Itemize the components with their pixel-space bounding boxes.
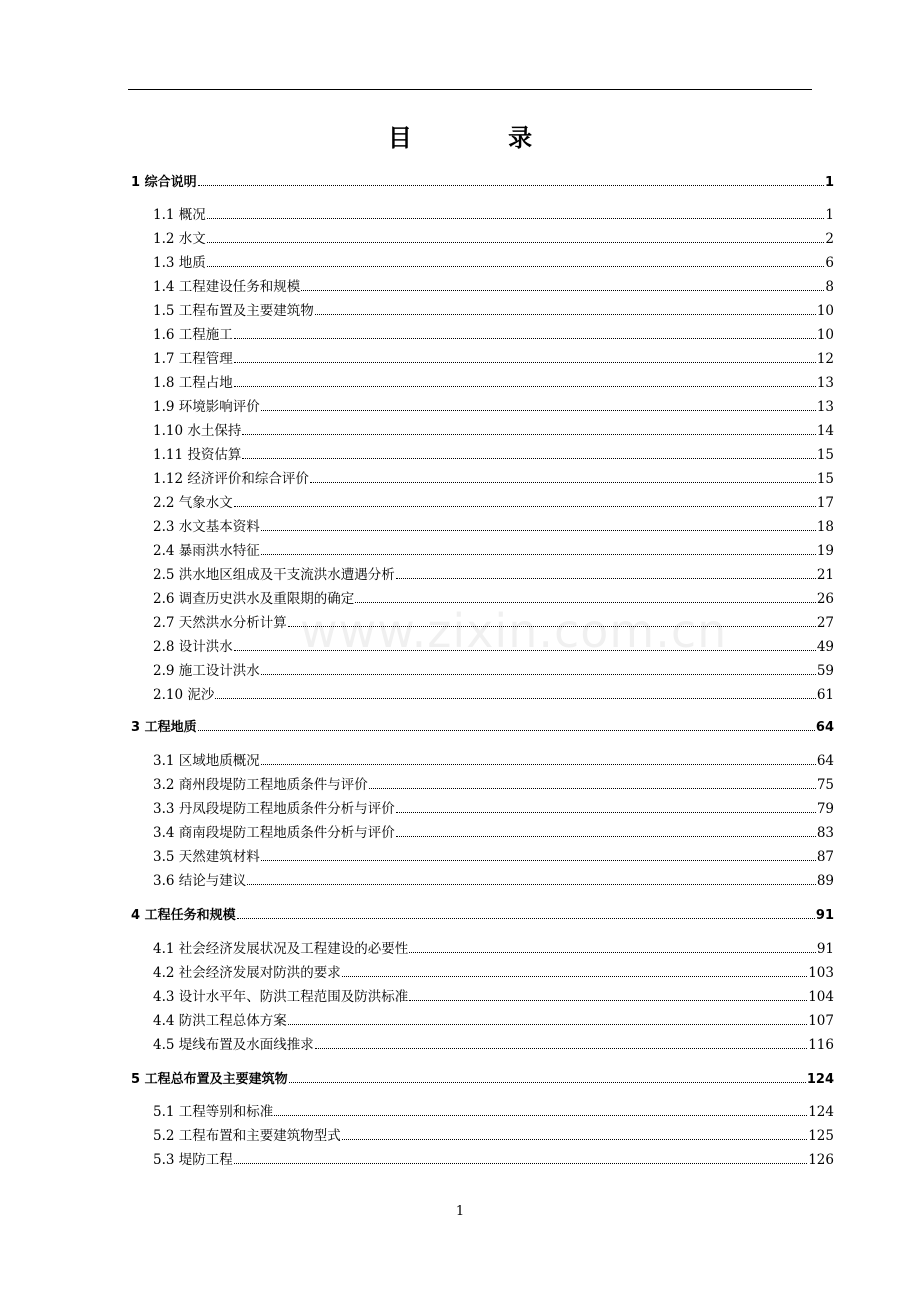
- toc-entry-label: 1.7 工程管理: [153, 351, 233, 367]
- toc-entry-page: 27: [816, 615, 834, 631]
- toc-entry-label: 3.4 商南段堤防工程地质条件分析与评价: [153, 825, 395, 841]
- toc-chapter-entry[interactable]: [131, 171, 834, 189]
- toc-entry-label: 3.6 结论与建议: [153, 873, 247, 889]
- toc-entry-page: 89: [816, 873, 834, 889]
- toc-entry-label: 1.4 工程建设任务和规模: [153, 279, 301, 295]
- toc-entry-label: 2.2 气象水文: [153, 495, 233, 511]
- toc-section-entry[interactable]: [153, 986, 834, 1004]
- toc-chapter-entry[interactable]: [131, 716, 834, 734]
- toc-entry-label: 1.9 环境影响评价: [153, 399, 260, 415]
- toc-section-entry[interactable]: [153, 684, 834, 702]
- toc-section-entry[interactable]: [153, 870, 834, 888]
- toc-dot-leader: [242, 420, 815, 435]
- toc-entry-label: 4.3 设计水平年、防洪工程范围及防洪标准: [153, 989, 409, 1005]
- toc-entry-page: 13: [816, 375, 834, 391]
- toc-entry-page: 107: [808, 1013, 834, 1029]
- toc-entry-page: 8: [825, 279, 834, 295]
- toc-section-entry[interactable]: [153, 822, 834, 840]
- toc-section-entry[interactable]: [153, 420, 834, 438]
- toc-dot-leader: [234, 372, 816, 387]
- toc-dot-leader: [207, 252, 825, 267]
- toc-section-entry[interactable]: [153, 228, 834, 246]
- toc-dot-leader: [396, 822, 816, 837]
- toc-dot-leader: [409, 938, 816, 953]
- toc-section-entry[interactable]: [153, 1010, 834, 1028]
- toc-entry-page: 17: [816, 495, 834, 511]
- toc-entry-label: 5.3 堤防工程: [153, 1152, 233, 1168]
- toc-entry-label: 3.3 丹凤段堤防工程地质条件分析与评价: [153, 801, 395, 817]
- toc-dot-leader: [261, 516, 816, 531]
- toc-section-entry[interactable]: [153, 750, 834, 768]
- toc-entry-page: 26: [816, 591, 834, 607]
- toc-entry-page: 18: [816, 519, 834, 535]
- toc-entry-label: 4 工程任务和规模: [131, 908, 236, 923]
- toc-entry-page: 21: [816, 567, 834, 583]
- toc-section-entry[interactable]: [153, 962, 834, 980]
- toc-section-entry[interactable]: [153, 300, 834, 318]
- toc-entry-page: 15: [816, 471, 834, 487]
- toc-entry-page: 15: [816, 447, 834, 463]
- footer-page-number: 1: [455, 1204, 465, 1219]
- toc-entry-label: 1.3 地质: [153, 255, 206, 271]
- toc-section-entry[interactable]: [153, 348, 834, 366]
- toc-section-entry[interactable]: [153, 1149, 834, 1167]
- toc-section-entry[interactable]: [153, 516, 834, 534]
- toc-section-entry[interactable]: [153, 252, 834, 270]
- toc-dot-leader: [261, 540, 816, 555]
- toc-entry-label: 2.4 暴雨洪水特征: [153, 543, 260, 559]
- toc-entry-label: 1.5 工程布置及主要建筑物: [153, 303, 314, 319]
- toc-dot-leader: [315, 300, 816, 315]
- toc-entry-label: 3 工程地质: [131, 720, 197, 735]
- toc-dot-leader: [289, 1068, 806, 1083]
- toc-section-entry[interactable]: [153, 1125, 834, 1143]
- toc-dot-leader: [234, 348, 816, 363]
- toc-entry-label: 1.10 水土保持: [153, 423, 242, 439]
- toc-entry-page: 83: [816, 825, 834, 841]
- toc-section-entry[interactable]: [153, 798, 834, 816]
- toc-dot-leader: [369, 774, 816, 789]
- toc-dot-leader: [198, 716, 815, 731]
- toc-section-entry[interactable]: [153, 564, 834, 582]
- toc-entry-page: 103: [808, 965, 834, 981]
- toc-entry-label: 1.8 工程占地: [153, 375, 233, 391]
- toc-entry-page: 13: [816, 399, 834, 415]
- watermark-text: www.zixin.com.cn: [300, 604, 728, 658]
- toc-dot-leader: [261, 750, 816, 765]
- toc-entry-page: 124: [806, 1072, 834, 1087]
- toc-section-entry[interactable]: [153, 444, 834, 462]
- toc-entry-page: 64: [816, 753, 834, 769]
- toc-entry-label: 2.6 调查历史洪水及重限期的确定: [153, 591, 355, 607]
- toc-dot-leader: [261, 846, 816, 861]
- toc-dot-leader: [234, 492, 816, 507]
- toc-dot-leader: [261, 396, 816, 411]
- toc-entry-label: 5.2 工程布置和主要建筑物型式: [153, 1128, 341, 1144]
- toc-dot-leader: [234, 324, 816, 339]
- toc-dot-leader: [234, 1149, 807, 1164]
- toc-entry-page: 6: [825, 255, 834, 271]
- toc-dot-leader: [274, 1101, 807, 1116]
- toc-dot-leader: [215, 684, 815, 699]
- toc-entry-page: 2: [825, 231, 834, 247]
- toc-entry-label: 4.1 社会经济发展状况及工程建设的必要性: [153, 941, 409, 957]
- toc-section-entry[interactable]: [153, 492, 834, 510]
- toc-dot-leader: [247, 870, 816, 885]
- toc-section-entry[interactable]: [153, 938, 834, 956]
- header-rule: [128, 89, 812, 90]
- toc-entry-page: 1: [824, 175, 834, 190]
- toc-entry-page: 124: [808, 1104, 834, 1120]
- toc-dot-leader: [207, 204, 825, 219]
- toc-entry-page: 64: [815, 720, 834, 735]
- toc-entry-label: 4.4 防洪工程总体方案: [153, 1013, 287, 1029]
- toc-entry-label: 1.11 投资估算: [153, 447, 242, 463]
- toc-entry-page: 75: [816, 777, 834, 793]
- toc-entry-page: 49: [816, 639, 834, 655]
- toc-section-entry[interactable]: [153, 1101, 834, 1119]
- toc-entry-label: 4.2 社会经济发展对防洪的要求: [153, 965, 341, 981]
- toc-entry-label: 1.1 概况: [153, 207, 206, 223]
- toc-entry-label: 1.12 经济评价和综合评价: [153, 471, 309, 487]
- toc-dot-leader: [409, 986, 807, 1001]
- toc-entry-label: 5 工程总布置及主要建筑物: [131, 1072, 288, 1087]
- toc-entry-page: 87: [816, 849, 834, 865]
- toc-entry-page: 1: [825, 207, 834, 223]
- toc-entry-page: 12: [816, 351, 834, 367]
- toc-entry-page: 10: [816, 303, 834, 319]
- toc-entry-page: 59: [816, 663, 834, 679]
- toc-entry-label: 2.9 施工设计洪水: [153, 663, 260, 679]
- toc-entry-label: 2.10 泥沙: [153, 687, 215, 703]
- toc-entry-label: 4.5 堤线布置及水面线推求: [153, 1037, 314, 1053]
- toc-chapter-entry[interactable]: [131, 1068, 834, 1086]
- toc-section-entry[interactable]: [153, 1034, 834, 1052]
- toc-entry-page: 10: [816, 327, 834, 343]
- toc-section-entry[interactable]: [153, 660, 834, 678]
- toc-dot-leader: [310, 468, 816, 483]
- toc-entry-page: 125: [808, 1128, 834, 1144]
- toc-entry-label: 2.5 洪水地区组成及干支流洪水遭遇分析: [153, 567, 395, 583]
- page-title: 目 录: [387, 124, 577, 152]
- toc-dot-leader: [301, 276, 824, 291]
- toc-entry-label: 2.7 天然洪水分析计算: [153, 615, 287, 631]
- toc-entry-page: 104: [808, 989, 834, 1005]
- toc-dot-leader: [342, 962, 807, 977]
- toc-entry-page: 19: [816, 543, 834, 559]
- toc-entry-page: 116: [808, 1037, 834, 1053]
- toc-section-entry[interactable]: [153, 324, 834, 342]
- toc-entry-label: 5.1 工程等别和标准: [153, 1104, 274, 1120]
- toc-chapter-entry[interactable]: [131, 904, 834, 922]
- toc-dot-leader: [198, 171, 824, 186]
- toc-section-entry[interactable]: [153, 540, 834, 558]
- toc-dot-leader: [242, 444, 815, 459]
- toc-section-entry[interactable]: [153, 204, 834, 222]
- toc-entry-page: 91: [815, 908, 834, 923]
- toc-section-entry[interactable]: [153, 396, 834, 414]
- toc-section-entry[interactable]: [153, 372, 834, 390]
- toc-dot-leader: [355, 588, 816, 603]
- toc-dot-leader: [342, 1125, 807, 1140]
- toc-entry-page: 79: [816, 801, 834, 817]
- toc-entry-label: 1.6 工程施工: [153, 327, 233, 343]
- toc-entry-label: 3.5 天然建筑材料: [153, 849, 260, 865]
- toc-entry-label: 2.8 设计洪水: [153, 639, 233, 655]
- toc-entry-label: 1 综合说明: [131, 175, 197, 190]
- toc-entry-label: 3.2 商州段堤防工程地质条件与评价: [153, 777, 368, 793]
- toc-section-entry[interactable]: [153, 846, 834, 864]
- toc-entry-page: 14: [816, 423, 834, 439]
- toc-dot-leader: [288, 1010, 807, 1025]
- toc-section-entry[interactable]: [153, 276, 834, 294]
- toc-entry-page: 61: [816, 687, 834, 703]
- toc-entry-page: 91: [816, 941, 834, 957]
- toc-dot-leader: [315, 1034, 807, 1049]
- toc-section-entry[interactable]: [153, 468, 834, 486]
- toc-dot-leader: [261, 660, 816, 675]
- toc-dot-leader: [396, 564, 816, 579]
- toc-section-entry[interactable]: [153, 774, 834, 792]
- toc-entry-label: 1.2 水文: [153, 231, 206, 247]
- toc-dot-leader: [237, 904, 815, 919]
- toc-dot-leader: [207, 228, 825, 243]
- toc-entry-page: 126: [808, 1152, 834, 1168]
- toc-dot-leader: [396, 798, 816, 813]
- toc-entry-label: 2.3 水文基本资料: [153, 519, 260, 535]
- toc-entry-label: 3.1 区域地质概况: [153, 753, 260, 769]
